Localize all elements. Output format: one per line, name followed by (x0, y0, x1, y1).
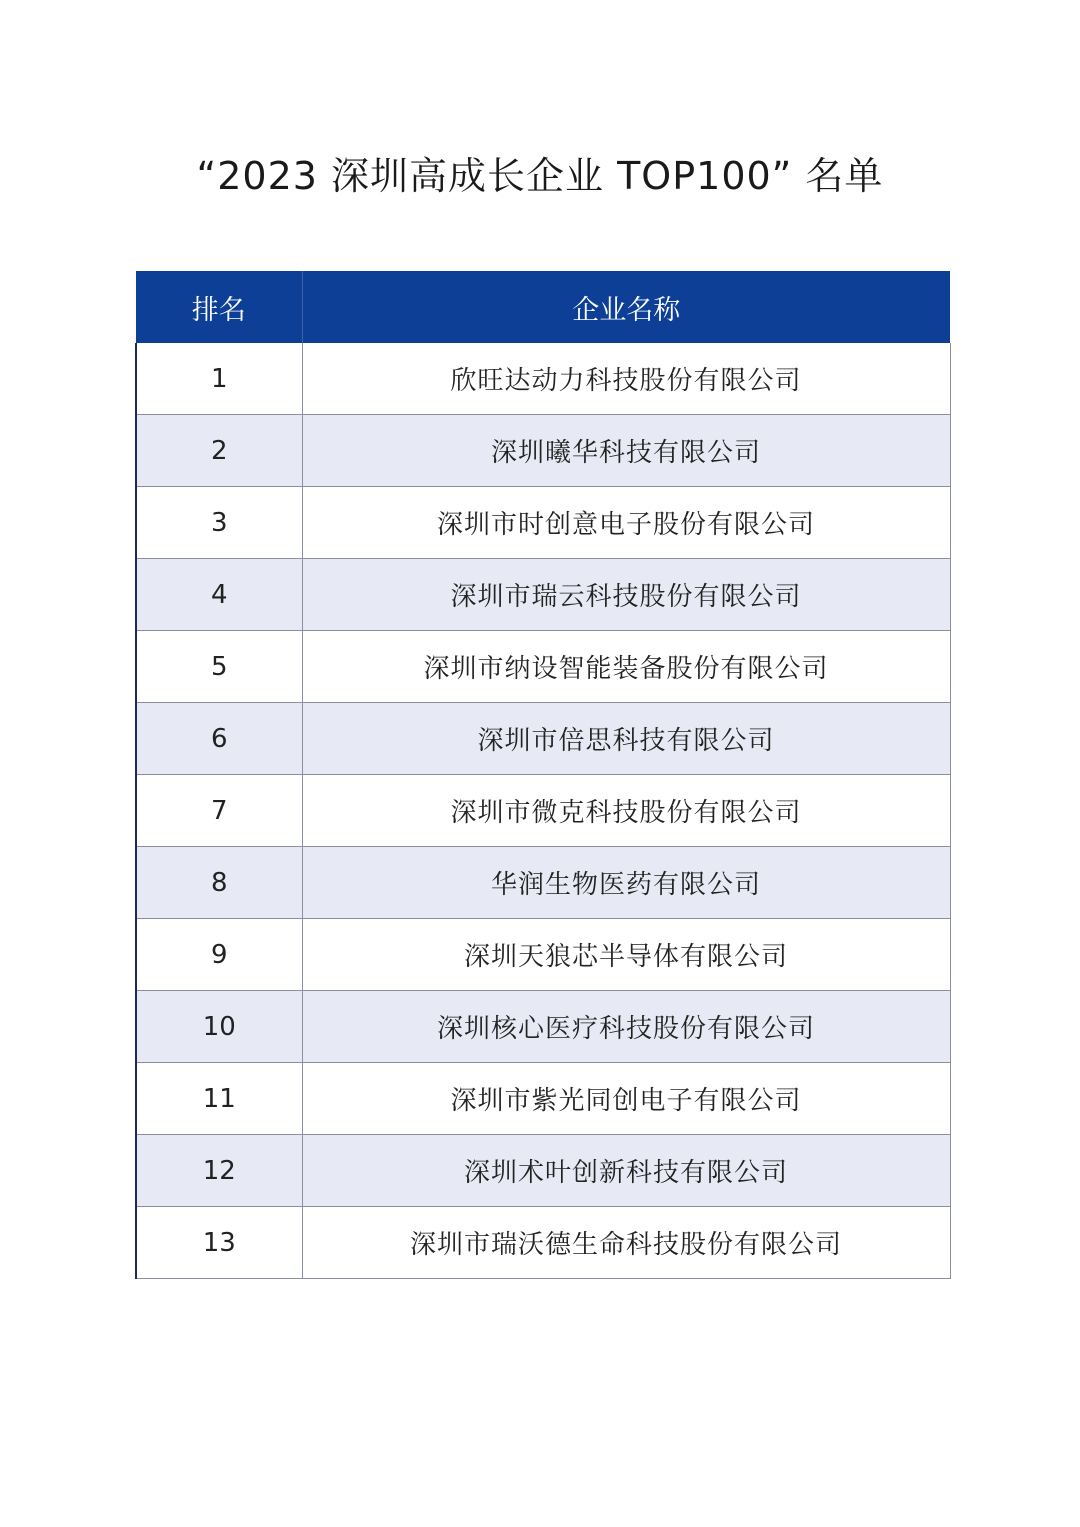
company-name-cell: 深圳市紫光同创电子有限公司 (302, 1063, 950, 1135)
company-column-header: 企业名称 (302, 271, 950, 343)
table-row (136, 631, 950, 703)
rank-cell: 6 (136, 703, 302, 775)
table-body (136, 343, 950, 1279)
rank-cell: 13 (136, 1207, 302, 1279)
company-name-cell: 深圳术叶创新科技有限公司 (302, 1135, 950, 1207)
rank-cell: 9 (136, 919, 302, 991)
company-name-cell: 深圳市微克科技股份有限公司 (302, 775, 950, 847)
table-row (136, 415, 950, 487)
rank-cell: 5 (136, 631, 302, 703)
company-name-cell: 欣旺达动力科技股份有限公司 (302, 343, 950, 415)
rank-cell: 12 (136, 1135, 302, 1207)
table-row (136, 775, 950, 847)
table-row (136, 919, 950, 991)
company-name-cell: 深圳市纳设智能装备股份有限公司 (302, 631, 950, 703)
table-row (136, 487, 950, 559)
rank-cell: 1 (136, 343, 302, 415)
rank-cell: 10 (136, 991, 302, 1063)
table-row (136, 703, 950, 775)
company-name-cell: 深圳市瑞云科技股份有限公司 (302, 559, 950, 631)
company-name-cell: 深圳天狼芯半导体有限公司 (302, 919, 950, 991)
rank-column-header: 排名 (136, 271, 302, 343)
rank-cell: 8 (136, 847, 302, 919)
table-row (136, 343, 950, 415)
rank-cell: 3 (136, 487, 302, 559)
company-name-cell: 华润生物医药有限公司 (302, 847, 950, 919)
company-name-cell: 深圳核心医疗科技股份有限公司 (302, 991, 950, 1063)
page-title: “2023 深圳高成长企业 TOP100” 名单 (196, 154, 884, 198)
table-row (136, 991, 950, 1063)
company-name-cell: 深圳市时创意电子股份有限公司 (302, 487, 950, 559)
table-row (136, 1207, 950, 1279)
table-row (136, 1063, 950, 1135)
company-name-cell: 深圳曦华科技有限公司 (302, 415, 950, 487)
table-row (136, 847, 950, 919)
rank-cell: 11 (136, 1063, 302, 1135)
rank-cell: 4 (136, 559, 302, 631)
rank-cell: 7 (136, 775, 302, 847)
ranking-table (135, 271, 951, 1279)
table-header-row (136, 271, 950, 343)
company-name-cell: 深圳市瑞沃德生命科技股份有限公司 (302, 1207, 950, 1279)
rank-cell: 2 (136, 415, 302, 487)
company-name-cell: 深圳市倍思科技有限公司 (302, 703, 950, 775)
table-row (136, 559, 950, 631)
table-row (136, 1135, 950, 1207)
